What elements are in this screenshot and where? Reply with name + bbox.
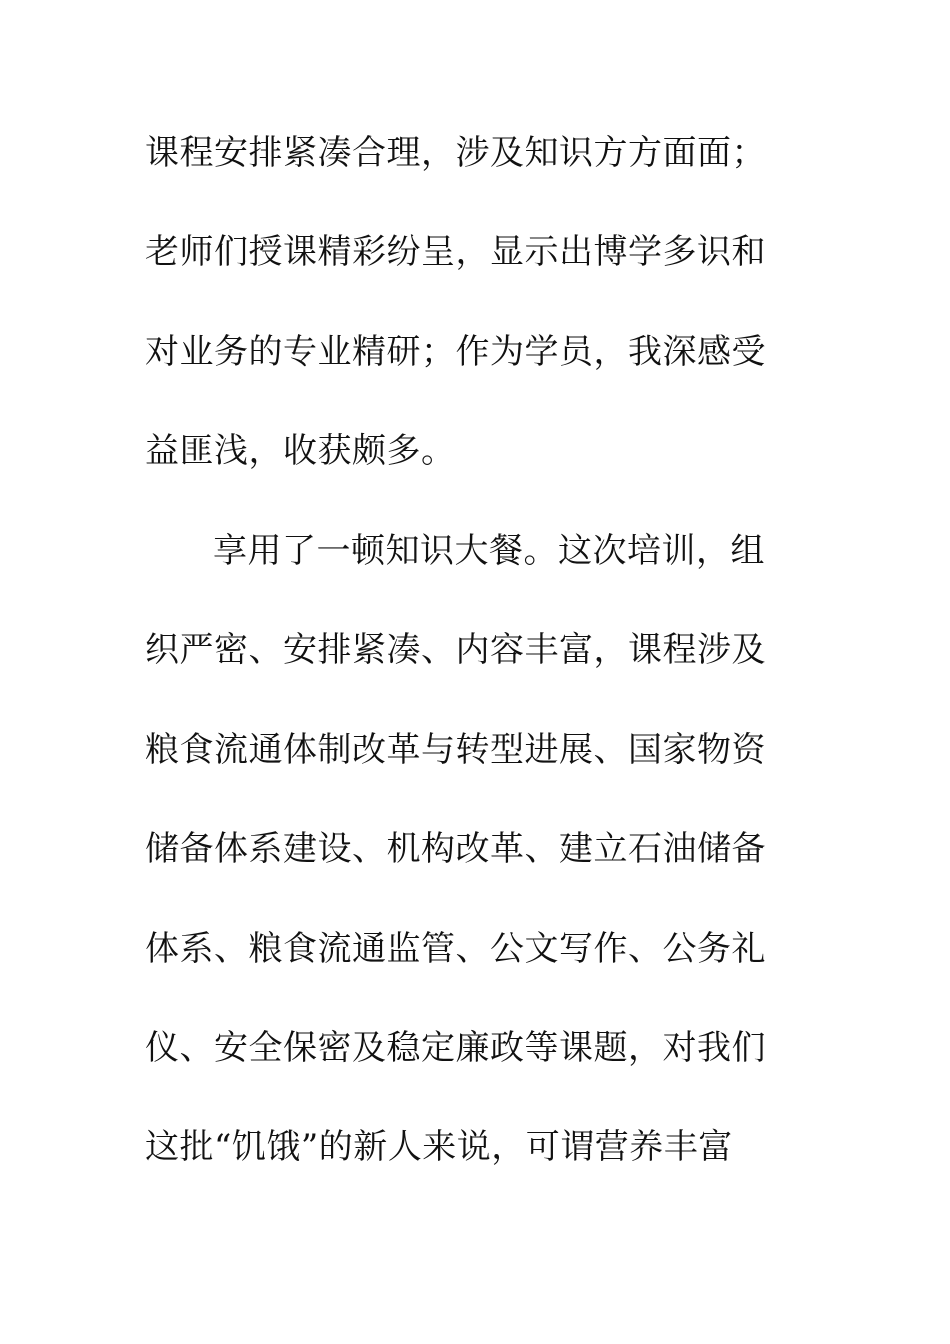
- text-line: 课程安排紧凑合理，涉及知识方方面面；: [145, 133, 766, 173]
- text-line: 益匪浅，收获颇多。: [145, 431, 456, 471]
- paragraph-first-line: 享用了一顿知识大餐。这次培训，组: [213, 531, 765, 571]
- text-line: 储备体系建设、机构改革、建立石油储备: [145, 829, 766, 869]
- text-line: 织严密、安排紧凑、内容丰富，课程涉及: [145, 630, 766, 670]
- text-line: 这批“饥饿”的新人来说，可谓营养丰富: [145, 1127, 733, 1167]
- text-line: 体系、粮食流通监管、公文写作、公务礼: [145, 929, 766, 969]
- text-line: 粮食流通体制改革与转型进展、国家物资: [145, 730, 766, 770]
- text-line: 老师们授课精彩纷呈，显示出博学多识和: [145, 232, 766, 272]
- text-line: 对业务的专业精研；作为学员，我深感受: [145, 332, 766, 372]
- text-line: 仪、安全保密及稳定廉政等课题，对我们: [145, 1028, 766, 1068]
